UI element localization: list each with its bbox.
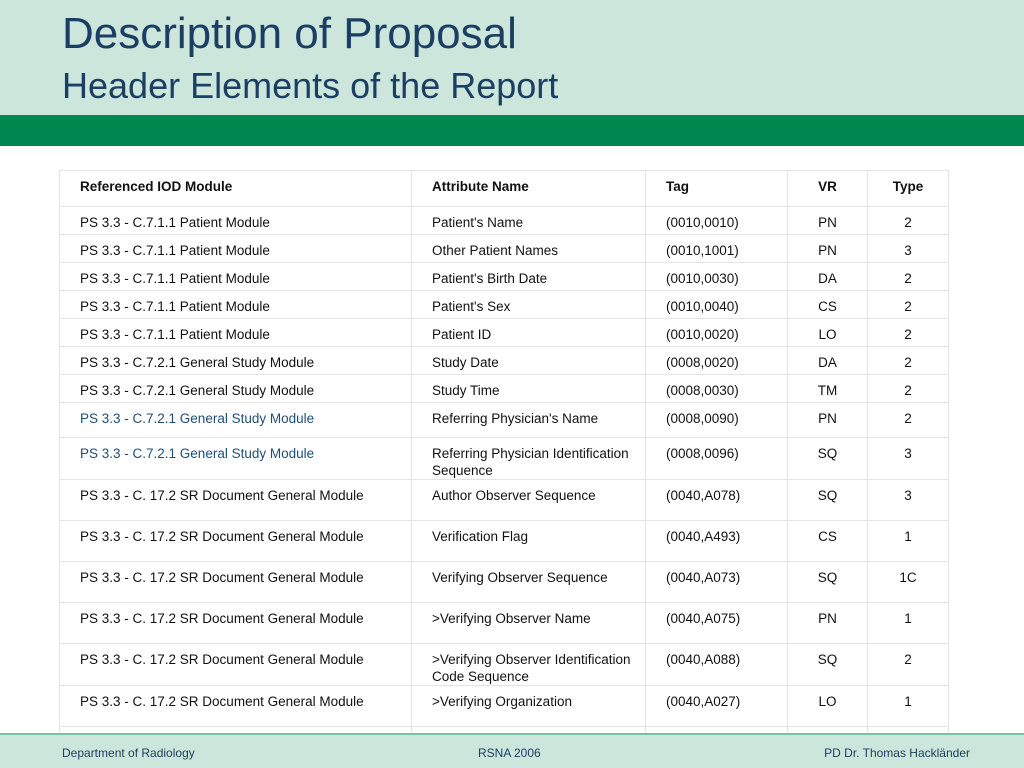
cell-type: 2	[868, 263, 949, 291]
column-header-type: Type	[868, 171, 949, 207]
cell-attribute: Verifying Observer Sequence	[412, 562, 646, 603]
cell-module: PS 3.3 - C.7.1.1 Patient Module	[60, 319, 412, 347]
table-row	[60, 263, 949, 291]
cell-type: 3	[868, 438, 949, 480]
cell-module: PS 3.3 - C. 17.2 SR Document General Module	[60, 686, 412, 727]
cell-tag: (0008,0020)	[646, 347, 788, 375]
cell-type: 2	[868, 207, 949, 235]
cell-attribute: Patient's Name	[412, 207, 646, 235]
cell-attribute: Patient ID	[412, 319, 646, 347]
cell-attribute: Referring Physician's Name	[412, 403, 646, 438]
cell-tag: (0040,A088)	[646, 644, 788, 686]
cell-tag: (0010,1001)	[646, 235, 788, 263]
table-row	[60, 480, 949, 521]
cell-attribute: Verification Flag	[412, 521, 646, 562]
cell-vr: SQ	[788, 480, 868, 521]
cell-tag: (0008,0030)	[646, 375, 788, 403]
cell-type: 3	[868, 480, 949, 521]
cell-tag: (0010,0010)	[646, 207, 788, 235]
cell-vr: DA	[788, 347, 868, 375]
cell-tag: (0010,0020)	[646, 319, 788, 347]
cell-type: 1	[868, 686, 949, 727]
table-row	[60, 347, 949, 375]
cell-module: PS 3.3 - C.7.1.1 Patient Module	[60, 291, 412, 319]
accent-bar	[0, 115, 1024, 146]
cell-attribute: Other Patient Names	[412, 235, 646, 263]
cell-attribute: Author Observer Sequence	[412, 480, 646, 521]
cell-module: PS 3.3 - C.7.1.1 Patient Module	[60, 207, 412, 235]
column-header-attribute: Attribute Name	[412, 171, 646, 207]
attributes-table	[59, 170, 949, 768]
table-row	[60, 235, 949, 263]
cell-module: PS 3.3 - C. 17.2 SR Document General Module	[60, 480, 412, 521]
cell-vr: CS	[788, 291, 868, 319]
cell-tag: (0040,A027)	[646, 686, 788, 727]
footer-author: PD Dr. Thomas Hackländer	[824, 746, 970, 760]
cell-tag: (0040,A073)	[646, 562, 788, 603]
cell-tag: (0040,A493)	[646, 521, 788, 562]
cell-type: 1	[868, 603, 949, 644]
cell-type: 2	[868, 291, 949, 319]
cell-tag: (0010,0030)	[646, 263, 788, 291]
cell-attribute: Patient's Birth Date	[412, 263, 646, 291]
cell-tag: (0010,0040)	[646, 291, 788, 319]
cell-vr: PN	[788, 235, 868, 263]
cell-type: 2	[868, 644, 949, 686]
cell-type: 2	[868, 347, 949, 375]
cell-vr: SQ	[788, 562, 868, 603]
cell-vr: LO	[788, 319, 868, 347]
cell-vr: PN	[788, 403, 868, 438]
cell-vr: PN	[788, 603, 868, 644]
table-row	[60, 375, 949, 403]
cell-attribute: Patient's Sex	[412, 291, 646, 319]
attributes-table-container	[59, 170, 948, 768]
table-row	[60, 403, 949, 438]
cell-type: 1C	[868, 562, 949, 603]
footer-event: RSNA 2006	[478, 746, 541, 760]
cell-module: PS 3.3 - C. 17.2 SR Document General Module	[60, 603, 412, 644]
cell-module: PS 3.3 - C. 17.2 SR Document General Module	[60, 644, 412, 686]
cell-module: PS 3.3 - C.7.1.1 Patient Module	[60, 263, 412, 291]
cell-tag: (0040,A078)	[646, 480, 788, 521]
footer-department: Department of Radiology	[62, 746, 195, 760]
cell-module: PS 3.3 - C.7.2.1 General Study Module	[60, 347, 412, 375]
cell-vr: SQ	[788, 644, 868, 686]
table-row	[60, 207, 949, 235]
table-row	[60, 644, 949, 686]
cell-vr: PN	[788, 207, 868, 235]
cell-attribute: >Verifying Observer Name	[412, 603, 646, 644]
table-row	[60, 603, 949, 644]
column-header-tag: Tag	[646, 171, 788, 207]
table-row	[60, 521, 949, 562]
slide-title: Description of Proposal	[62, 9, 517, 58]
cell-module: PS 3.3 - C.7.2.1 General Study Module	[60, 375, 412, 403]
table-row	[60, 291, 949, 319]
cell-type: 3	[868, 235, 949, 263]
slide-subtitle: Header Elements of the Report	[62, 65, 559, 106]
footer	[0, 733, 1024, 768]
cell-attribute: Study Time	[412, 375, 646, 403]
table-row	[60, 319, 949, 347]
cell-module: PS 3.3 - C. 17.2 SR Document General Module	[60, 521, 412, 562]
cell-vr: CS	[788, 521, 868, 562]
table-row	[60, 686, 949, 727]
cell-attribute: Referring Physician Identification Sequence	[412, 438, 646, 480]
cell-module-link[interactable]: PS 3.3 - C.7.2.1 General Study Module	[60, 438, 412, 480]
cell-vr: LO	[788, 686, 868, 727]
cell-tag: (0040,A075)	[646, 603, 788, 644]
cell-vr: SQ	[788, 438, 868, 480]
cell-tag: (0008,0090)	[646, 403, 788, 438]
cell-attribute: Study Date	[412, 347, 646, 375]
cell-vr: DA	[788, 263, 868, 291]
column-header-vr: VR	[788, 171, 868, 207]
cell-module: PS 3.3 - C. 17.2 SR Document General Module	[60, 562, 412, 603]
cell-module: PS 3.3 - C.7.1.1 Patient Module	[60, 235, 412, 263]
column-header-module: Referenced IOD Module	[60, 171, 412, 207]
cell-tag: (0008,0096)	[646, 438, 788, 480]
table-header-row	[60, 171, 949, 207]
cell-type: 2	[868, 319, 949, 347]
cell-attribute: >Verifying Observer Identification Code Sequence	[412, 644, 646, 686]
cell-type: 2	[868, 403, 949, 438]
cell-module-link[interactable]: PS 3.3 - C.7.2.1 General Study Module	[60, 403, 412, 438]
table-row	[60, 562, 949, 603]
cell-type: 2	[868, 375, 949, 403]
cell-attribute: >Verifying Organization	[412, 686, 646, 727]
cell-vr: TM	[788, 375, 868, 403]
table-row	[60, 438, 949, 480]
cell-type: 1	[868, 521, 949, 562]
